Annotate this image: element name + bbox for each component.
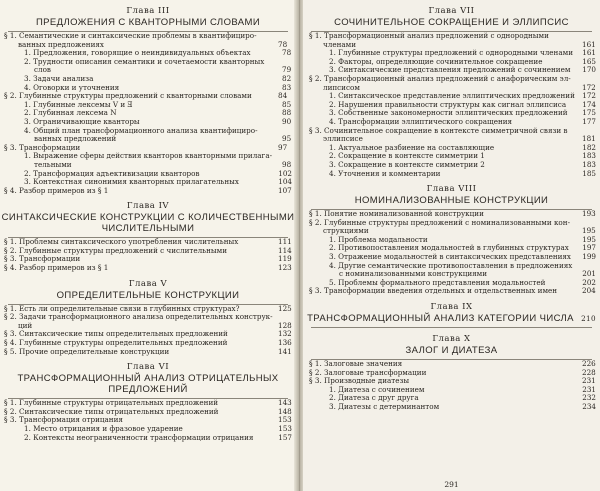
- toc-entry-page: 183: [582, 159, 596, 169]
- toc-entry: 3. Ограничивающие кванторы 90: [24, 116, 292, 126]
- toc-entry-title: 1. Глубинные структуры предложений с однородными членами: [329, 48, 574, 58]
- toc-entry: § 2. Задачи трансформационного анализа определительных конструкций 128: [4, 312, 292, 330]
- toc-entry-title: § 1. Трансформационный анализ предложений с однородными членами: [309, 31, 549, 49]
- toc-entry-title: § 3. Трансформации: [4, 254, 81, 264]
- chapter-number: Глава VIII: [426, 184, 477, 195]
- toc-entry-title: 2. Трудности описания семантики и сочетаемости кванторных слов: [24, 56, 265, 75]
- toc-entry: § 4. Разбор примеров из § 1 123: [4, 263, 292, 273]
- toc-entry-title: 1. Предложения, говорящие о неиндивидуальных объектах: [24, 48, 251, 58]
- toc-entry: 4. Оговорки и уточнения 83: [24, 82, 292, 92]
- toc-entry-title: § 3. Сочинительное сокращение в контексте симметричной связи в эллипсисе: [309, 125, 568, 144]
- toc-entry-title: 3. Собственные закономерности эллиптических предложений: [329, 108, 568, 118]
- toc-entry: § 3. Трансформации введения отдельных и отдельственных имен 204: [309, 286, 596, 296]
- toc-entry-title: 1. Диатеза с сочинением: [329, 384, 425, 394]
- toc-entry: § 2. Глубинные структуры предложений с номинализованными конструкциями 195: [309, 217, 596, 236]
- toc-entry-title: § 4. Разбор примеров из § 1: [4, 185, 109, 195]
- chapter-title: ТРАНСФОРМАЦИОННЫЙ АНАЛИЗ ОТРИЦАТЕЛЬНЫХ ПРЕДЛОЖЕНИЙ: [17, 373, 279, 396]
- chapter-title: СИНТАКСИЧЕСКИЕ КОНСТРУКЦИИ С КОЛИЧЕСТВЕННЫМИ ЧИСЛИТЕЛЬНЫМИ: [1, 212, 295, 235]
- toc-entry: § 3. Трансформация отрицания 153: [4, 415, 292, 425]
- toc-entry: [309, 262, 600, 279]
- chapter-heading: [303, 302, 600, 328]
- chapter-number: Глава VII: [428, 6, 475, 16]
- chapter-page-number: 210: [581, 314, 596, 324]
- chapter-heading: [0, 6, 296, 32]
- toc-entry-page: 201: [582, 269, 596, 279]
- chapter-heading: [0, 279, 296, 305]
- toc-entry: [309, 170, 600, 179]
- toc-entry-title: 3. Диатезы с детерминантом: [329, 402, 440, 411]
- toc-entry: 1. Глубинные лексемы V и Ǝ 85: [24, 99, 292, 109]
- toc-entry-title: § 4. Глубинные структуры определительных предложений: [4, 338, 228, 348]
- toc-entry-title: 2. Глубинная лексема N: [24, 108, 117, 118]
- toc-entry-page: 195: [582, 234, 596, 244]
- chapter-title: НОМИНАЛИЗОВАННЫЕ КОНСТРУКЦИИ: [354, 195, 549, 207]
- right-page-contents: [303, 6, 600, 412]
- toc-entry-title: 2. Сокращение в контексте симметрии 1: [329, 151, 485, 161]
- toc-entry-title: § 2. Залоговые трансформации: [309, 367, 427, 377]
- toc-entry: § 1. Глубинные структуры отрицательных предложений 143: [4, 398, 292, 408]
- toc-entry-page: 185: [582, 168, 596, 178]
- chapter-title: ЗАЛОГ И ДИАТЕЗА: [405, 345, 498, 357]
- chapter-number: Глава III: [126, 6, 170, 16]
- chapter-heading: [303, 6, 600, 32]
- toc-entry-page: 102: [278, 168, 292, 178]
- chapter-title-text: ТРАНСФОРМАЦИОННЫЙ АНАЛИЗ КАТЕГОРИИ ЧИСЛА: [307, 313, 574, 325]
- toc-entry-page: 165: [582, 56, 596, 66]
- toc-entry-title: § 1. Понятие номинализованной конструкции: [309, 209, 484, 219]
- toc-entry: § 3. Трансформации 97: [4, 142, 288, 152]
- toc-entry: 2. Трудности описания семантики и сочетаемости кванторных слов 79: [24, 56, 292, 75]
- toc-entry: § 1. Залоговые значения 226: [309, 359, 596, 369]
- toc-entry-title: § 1. Проблемы синтаксического употребления числительных: [4, 237, 239, 247]
- toc-entry-title: 2. Противопоставления модальностей в глубинных структурах: [329, 243, 569, 253]
- toc-entry: 1. Выражение сферы действия кванторов кванторными прилагательными 98: [24, 151, 292, 169]
- toc-entry-page: 174: [582, 99, 596, 109]
- toc-entry-title: 2. Контексты неограниченности трансформации отрицания: [24, 432, 254, 442]
- toc-entry: § 3. Сочинительное сокращение в контексте симметричной связи в эллипсисе 181: [309, 125, 596, 144]
- chapter-number: Глава VI: [126, 362, 170, 373]
- toc-entry-page: 170: [582, 65, 596, 75]
- toc-entry: § 3. Синтаксические типы определительных предложений 132: [4, 329, 292, 339]
- chapter-heading: [303, 334, 600, 360]
- toc-entry: § 2. Синтаксические типы отрицательных предложений 148: [4, 406, 292, 416]
- toc-entry-page: 161: [582, 48, 596, 58]
- toc-entry-title: § 1. Глубинные структуры отрицательных предложений: [4, 398, 219, 408]
- chapter-number: Глава IV: [126, 201, 170, 212]
- toc-entry: § 5. Прочие определительные конструкции 141: [4, 346, 292, 356]
- chapter-number: Глава V: [128, 278, 168, 289]
- toc-entry-page: 157: [278, 432, 292, 442]
- toc-entry-title: 3. Отражение модальностей в синтаксических представлениях: [329, 252, 571, 262]
- toc-entry: § 3. Трансформации 119: [4, 254, 292, 264]
- toc-entry: § 3. Производные диатезы 231: [309, 376, 596, 386]
- toc-entry-title: 4. Оговорки и уточнения: [24, 82, 120, 92]
- toc-entry: § 4. Глубинные структуры определительных предложений 136: [4, 338, 292, 348]
- chapter-title: СОЧИНИТЕЛЬНОЕ СОКРАЩЕНИЕ И ЭЛЛИПСИС: [334, 17, 569, 28]
- toc-entry-title: 3. Сокращение в контексте симметрии 2: [329, 159, 485, 169]
- chapter-number: Глава X: [432, 334, 471, 345]
- toc-entry: § 2. Глубинные структуры предложений с числительными 114: [4, 245, 292, 255]
- toc-entry: [4, 434, 296, 443]
- toc-entry-page: 202: [582, 277, 596, 287]
- toc-entry-title: § 1. Семантические и синтаксические проблемы в квантифицированных предложениях: [4, 31, 257, 49]
- toc-entry-title: § 3. Трансформация отрицания: [4, 415, 123, 425]
- toc-entry: § 1. Проблемы синтаксического употребления числительных 111: [4, 237, 292, 247]
- toc-entry-title: 2. Факторы, определяющие сочинительное сокращение: [329, 56, 543, 66]
- chapter-number: Глава IX: [430, 302, 473, 313]
- left-page-contents: [0, 6, 296, 442]
- toc-entry: § 2. Глубинные структуры предложений с кванторными словами 84: [4, 91, 288, 101]
- toc-entry-title: § 4. Разбор примеров из § 1: [4, 263, 109, 273]
- left-page: [0, 0, 296, 491]
- chapter-title: ОПРЕДЕЛИТЕЛЬНЫЕ КОНСТРУКЦИИ: [56, 289, 240, 301]
- toc-entry-title: § 1. Залоговые значения: [309, 359, 403, 369]
- toc-entry-title: 2. Нарушения правильности структуры как сигнал эллипсиса: [329, 99, 567, 109]
- toc-entry-title: 2. Трансформация адъективизации кванторов: [24, 168, 200, 178]
- toc-entry-title: 3. Задачи анализа: [24, 73, 94, 83]
- toc-entry-title: § 3. Производные диатезы: [309, 376, 410, 386]
- toc-entry-title: 1. Актуальное разбиение на составляющие: [329, 142, 495, 152]
- toc-entry-title: § 3. Трансформации введения отдельных и отдельственных имен: [309, 286, 558, 296]
- toc-entry-title: 4. Другие семантические противопоставления в предложениях с номинализованными конструкциями: [329, 260, 573, 279]
- toc-entry: § 2. Трансформационный анализ предложений с анафорическим эллипсисом 172: [309, 73, 596, 92]
- toc-entry: [309, 403, 600, 412]
- toc-entry-title: § 2. Синтаксические типы отрицательных предложений: [4, 406, 219, 416]
- toc-entry-page: 104: [278, 177, 292, 187]
- toc-entry-title: § 3. Трансформации: [4, 142, 81, 152]
- chapter-rule: [311, 327, 592, 328]
- toc-entry: § 1. Есть ли определительные связи в глубинных структурах? 125: [4, 303, 292, 313]
- toc-entry-title: 5. Проблемы формального представления модальностей: [329, 277, 546, 287]
- toc-entry-title: 1. Глубинные лексемы V и Ǝ: [24, 99, 133, 109]
- toc-entry-page: 182: [582, 142, 596, 152]
- page-number: 291: [444, 480, 459, 489]
- toc-entry-title: § 2. Задачи трансформационного анализа определительных конструкций: [4, 312, 273, 330]
- toc-entry: 4. Общий план трансформационного анализа квантифицированных предложений 95: [24, 125, 292, 144]
- toc-entry-page: 197: [582, 243, 596, 253]
- toc-entry-title: 4. Трансформации эллиптического сокращения: [329, 116, 513, 126]
- toc-entry: § 1. Трансформационный анализ предложений с однородными членами 161: [309, 31, 596, 49]
- toc-entry-page: 172: [582, 91, 596, 101]
- toc-entry-page: 177: [582, 116, 596, 126]
- toc-entry-title: 3. Синтаксические представления предложений с сочинением: [329, 65, 571, 75]
- chapter-heading: [303, 184, 600, 210]
- toc-entry-title: 2. Диатеза с друг друга: [329, 393, 419, 403]
- chapter-heading: [0, 201, 296, 238]
- toc-entry-title: § 3. Синтаксические типы определительных предложений: [4, 329, 228, 339]
- toc-entry-title: § 1. Есть ли определительные связи в глубинных структурах?: [4, 303, 240, 313]
- toc-entry-title: § 2. Глубинные структуры предложений с кванторными словами: [4, 91, 252, 101]
- toc-entry-page: 183: [582, 151, 596, 161]
- toc-entry-page: 199: [582, 252, 596, 262]
- chapter-heading: [0, 362, 296, 399]
- toc-entry-title: § 2. Трансформационный анализ предложений с анафорическим эллипсисом: [309, 73, 571, 92]
- chapter-title: [303, 313, 600, 324]
- toc-entry-title: 4. Уточнения и комментарии: [329, 168, 441, 178]
- toc-entry-page: 175: [582, 108, 596, 118]
- toc-entry: § 4. Разбор примеров из § 1 107: [4, 185, 292, 195]
- toc-entry: § 2. Залоговые трансформации 228: [309, 367, 596, 377]
- toc-entry-page: 232: [582, 393, 596, 403]
- toc-entry-title: § 2. Глубинные структуры предложений с номинализованными конструкциями: [309, 217, 570, 236]
- toc-entry-page: 153: [278, 424, 292, 433]
- toc-entry-title: 1. Синтаксическое представление эллиптических предложений: [329, 91, 575, 101]
- toc-entry: 2. Глубинная лексема N 88: [24, 108, 292, 118]
- toc-entry-title: § 2. Глубинные структуры предложений с числительными: [4, 245, 227, 255]
- right-page: [303, 0, 600, 491]
- toc-entry-page: 231: [582, 384, 596, 394]
- toc-entry: 3. Задачи анализа 82: [24, 73, 292, 83]
- toc-entry-title: 3. Ограничивающие кванторы: [24, 116, 140, 126]
- toc-entry-title: 1. Выражение сферы действия кванторов кванторными прилагательными: [24, 151, 273, 169]
- toc-entry-title: 4. Общий план трансформационного анализа квантифицированных предложений: [24, 125, 258, 144]
- chapter-title: ПРЕДЛОЖЕНИЯ С КВАНТОРНЫМИ СЛОВАМИ: [35, 17, 261, 28]
- toc-entry-page: 234: [582, 402, 596, 411]
- toc-entry: 1. Предложения, говорящие о неиндивидуальных объектах 78: [24, 48, 292, 58]
- toc-entry-title: § 5. Прочие определительные конструкции: [4, 346, 170, 356]
- toc-entry: § 1. Понятие номинализованной конструкции 193: [309, 209, 596, 219]
- toc-entry-title: 1. Место отрицания и фразовое ударение: [24, 424, 183, 433]
- toc-entry: § 1. Семантические и синтаксические проблемы в квантифицированных предложениях 78: [4, 31, 288, 49]
- toc-entry-title: 3. Контекстная синонимия кванторных прилагательных: [24, 177, 239, 187]
- toc-entry-title: 1. Проблема модальности: [329, 234, 428, 244]
